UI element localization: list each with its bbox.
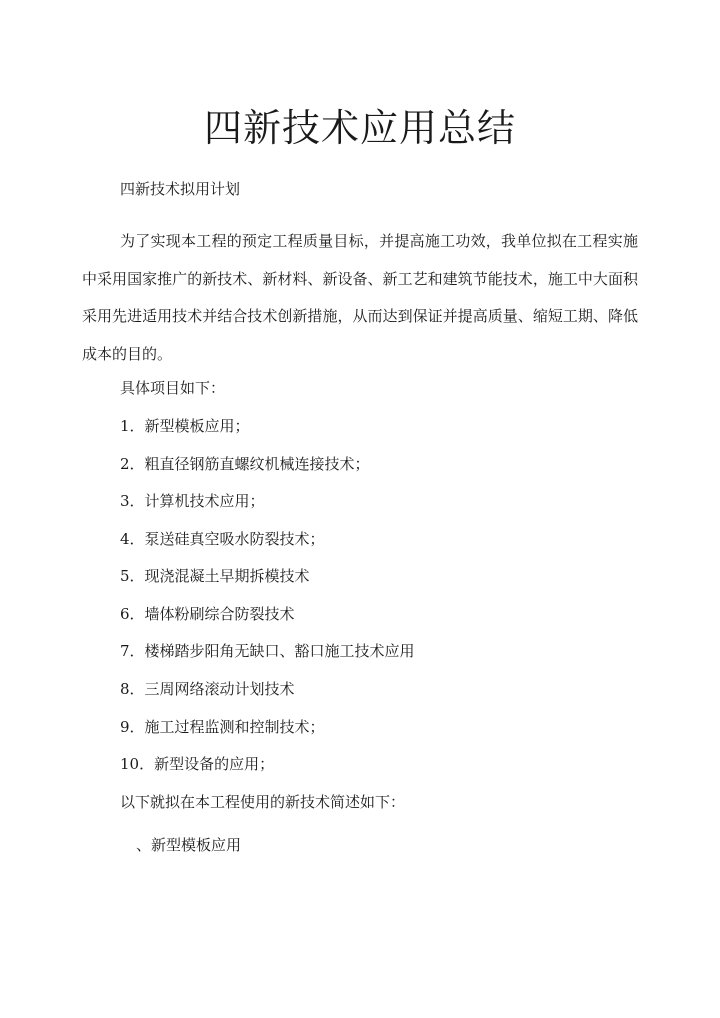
list-item: 2．粗直径钢筋直螺纹机械连接技术； xyxy=(120,455,370,473)
list-item: 4．泵送硅真空吸水防裂技术； xyxy=(120,530,325,548)
section-heading: 四新技术拟用计划 xyxy=(120,180,241,198)
document-title: 四新技术应用总结 xyxy=(203,106,516,150)
list-item: 1．新型模板应用； xyxy=(120,417,250,435)
list-item: 5．现浇混凝土早期拆模技术 xyxy=(120,567,310,585)
list-item: 6．墙体粉刷综合防裂技术 xyxy=(120,605,295,623)
intro-paragraph: 为了实现本工程的预定工程质量目标，并提高施工功效，我单位拟在工程实施中采用国家推广的新技术、新材料、新设备、新工艺和建筑节能技术，施工中大面积采用先进适用技术并结合技术创新措施，从而达到保证并提高质量、缩短工期、降低成本的目的。 xyxy=(82,232,638,363)
outro-text: 以下就拟在本工程使用的新技术简述如下： xyxy=(120,793,406,811)
list-item: 8．三周网络滚动计划技术 xyxy=(120,680,295,698)
subheading: 、新型模板应用 xyxy=(136,836,242,854)
list-item: 10．新型设备的应用； xyxy=(120,755,275,773)
list-item: 9．施工过程监测和控制技术； xyxy=(120,718,325,736)
list-item: 3．计算机技术应用； xyxy=(120,492,265,510)
items-intro: 具体项目如下： xyxy=(120,379,226,397)
list-item: 7．楼梯踏步阳角无缺口、豁口施工技术应用 xyxy=(120,642,415,660)
